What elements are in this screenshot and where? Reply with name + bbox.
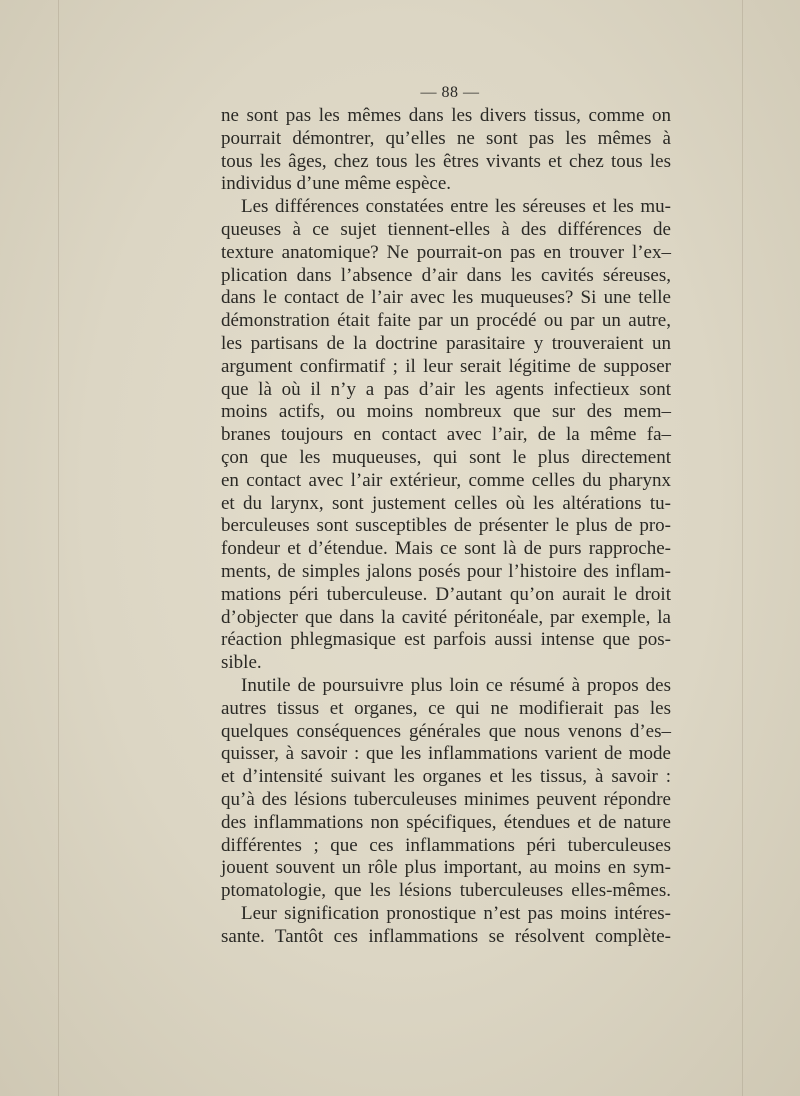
- text-line: Leur signification pronostique n’est pas moins intéres-: [241, 902, 671, 924]
- text-line: berculeuses sont susceptibles de présenter le plus de pro-: [221, 515, 671, 537]
- text-line: quisser, à savoir : que les inflammations varient de mode: [221, 743, 671, 765]
- text-line: çon que les muqueuses, qui sont le plus directement: [221, 446, 671, 468]
- text-line: tous les âges, chez tous les êtres vivants et chez tous les: [221, 150, 671, 172]
- text-line: des inflammations non spécifiques, étendues et de nature: [221, 811, 671, 833]
- text-line: fondeur et d’étendue. Mais ce sont là de purs rapproche-: [221, 538, 671, 560]
- text-line: Les différences constatées entre les séreuses et les mu-: [241, 196, 671, 218]
- text-line: individus d’une même espèce.: [221, 173, 452, 195]
- text-line: ments, de simples jalons posés pour l’histoire des inflam-: [221, 560, 671, 582]
- text-line: argument confirmatif ; il leur serait légitime de supposer: [221, 355, 671, 377]
- page-edge-left: [58, 0, 59, 1096]
- text-line: différentes ; que ces inflammations péri tuberculeuses: [221, 834, 671, 856]
- text-line: et du larynx, sont justement celles où les altérations tu-: [221, 492, 671, 514]
- body-text: [221, 105, 671, 948]
- text-line: démonstration était faite par un procédé ou par un autre,: [221, 310, 671, 332]
- text-line: mations péri tuberculeuse. D’autant qu’on aurait le droit: [221, 583, 671, 605]
- text-line: pourrait démontrer, qu’elles ne sont pas les mêmes à: [221, 127, 671, 149]
- text-line: autres tissus et organes, ce qui ne modifierait pas les: [221, 697, 671, 719]
- text-line: moins actifs, ou moins nombreux que sur des mem–: [221, 401, 671, 423]
- text-line: texture anatomique? Ne pourrait-on pas en trouver l’ex–: [221, 241, 671, 263]
- text-line: et d’intensité suivant les organes et les tissus, à savoir :: [221, 766, 671, 788]
- text-line: ptomatologie, que les lésions tuberculeuses elles-mêmes.: [221, 880, 671, 902]
- text-line: quelques conséquences générales que nous venons d’es–: [221, 720, 671, 742]
- text-line: que là où il n’y a pas d’air les agents infectieux sont: [221, 378, 671, 400]
- text-line: qu’à des lésions tuberculeuses minimes peuvent répondre: [221, 788, 671, 810]
- text-line: ne sont pas les mêmes dans les divers tissus, comme on: [221, 105, 671, 126]
- text-line: sible.: [221, 652, 262, 674]
- text-line: en contact avec l’air extérieur, comme celles du pharynx: [221, 469, 671, 491]
- page-edge-right: [742, 0, 743, 1096]
- text-line: les partisans de la doctrine parasitaire y trouveraient un: [221, 332, 671, 354]
- text-line: queuses à ce sujet tiennent-elles à des différences de: [221, 218, 671, 240]
- text-line: branes toujours en contact avec l’air, de la même fa–: [221, 424, 671, 446]
- text-line: d’objecter que dans la cavité péritonéale, par exemple, la: [221, 606, 671, 628]
- text-line: sante. Tantôt ces inflammations se résolvent complète-: [221, 925, 671, 947]
- text-line: dans le contact de l’air avec les muqueuses? Si une telle: [221, 287, 671, 309]
- page-number: — 88 —: [420, 84, 480, 101]
- text-line: Inutile de poursuivre plus loin ce résumé à propos des: [241, 674, 671, 696]
- text-line: jouent souvent un rôle plus important, au moins en sym-: [221, 857, 671, 879]
- text-line: plication dans l’absence d’air dans les cavités séreuses,: [221, 264, 671, 286]
- text-line: réaction phlegmasique est parfois aussi intense que pos-: [221, 629, 671, 651]
